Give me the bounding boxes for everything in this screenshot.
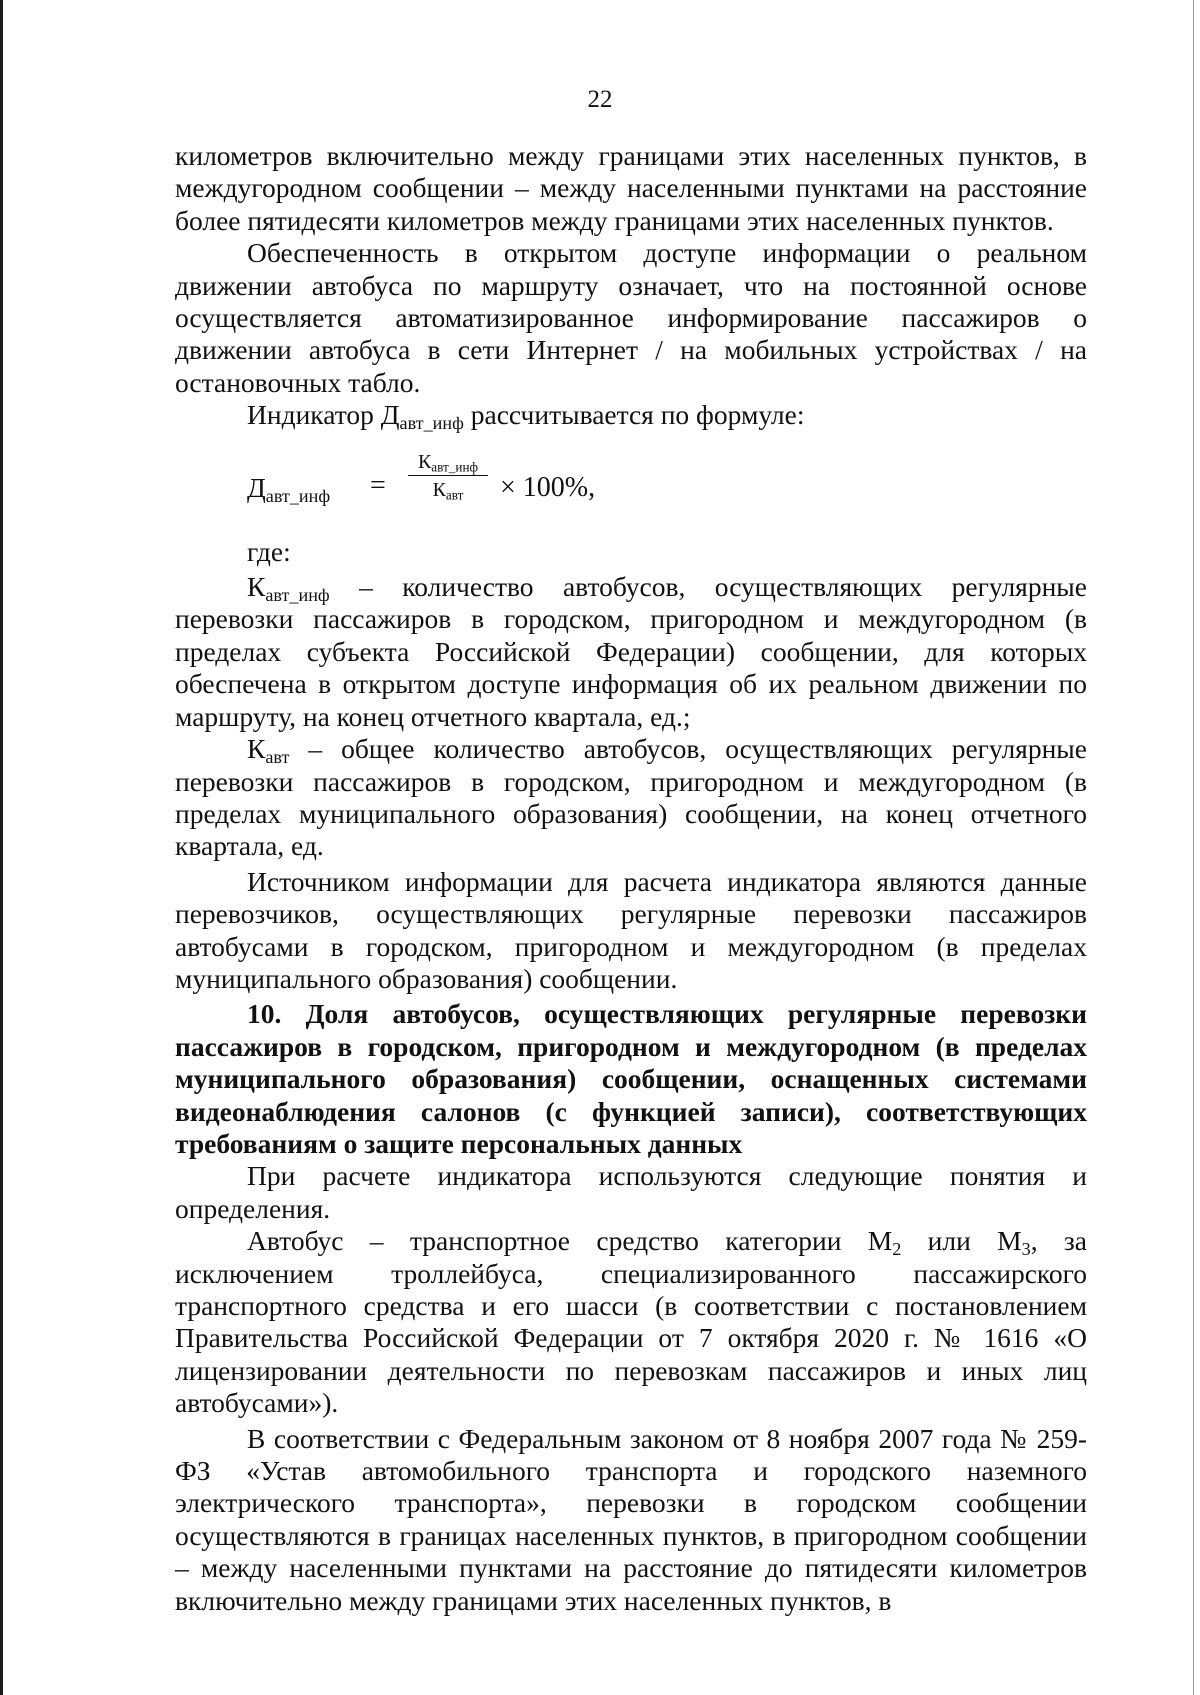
bus-definition-part2: или М	[901, 1225, 1022, 1257]
formula-numerator-subscript: авт_инф	[431, 459, 479, 475]
formula-lhs	[247, 472, 330, 504]
bus-definition-sub-m3: 3	[1021, 1239, 1031, 1260]
indicator-intro-subscript: авт_инф	[399, 413, 464, 434]
definition-k-avt-inf-main: К	[247, 571, 266, 603]
paragraph-availability-definition: Обеспеченность в открытом доступе информации о реальном движении автобуса по маршруту означает, что на постоянной основе осуществляется автоматизированное информирование пассажиров о движении автобуса в сети Интернет / на мобильных устройствах / на остановочных табло.	[175, 237, 1087, 398]
definition-k-avt-inf	[175, 571, 1087, 733]
paragraph-bus-definition	[175, 1225, 1087, 1419]
formula	[175, 432, 1087, 550]
paragraph-federal-law: В соответствии с Федеральным законом от 8 ноября 2007 года № 259-ФЗ «Устав автомобильного транспорта и городского наземного электрического транспорта», перевозки в городском сообщении осуществляются в границах населенных пунктов, в пригородном сообщении – между населенными пунктами на расстояние до пятидесяти километров включительно между границами этих населенных пунктов, в	[175, 1422, 1087, 1616]
indicator-intro-after: рассчитывается по формуле:	[463, 399, 805, 431]
definition-k-avt-inf-text: – количество автобусов, осуществляющих регулярные перевозки пассажиров в городском, пригородном и междугородном (в пределах субъекта Российской Федерации) сообщении, для которых обеспечена в открытом доступе информация об их реальном движении по маршруту, на конец отчетного квартала, ед.;	[175, 571, 1087, 732]
formula-multiplier: × 100%,	[500, 471, 596, 503]
definition-k-avt-text: – общее количество автобусов, осуществляющих регулярные перевозки пассажиров в городском, пригородном и междугородном (в пределах муниципального образования) сообщении, на конец отчетного квартала, ед.	[175, 733, 1087, 862]
paragraph-indicator-intro	[175, 399, 1087, 434]
definition-k-avt-subscript: авт	[265, 747, 290, 768]
document-body	[175, 140, 1087, 1617]
definition-k-avt-main: К	[247, 733, 266, 765]
bus-definition-part3: , за исключением троллейбуса, специализированного пассажирского транспортного средства и его шасси (в соответствии с постановлением Правительства Российской Федерации от 7 октября 2020 г. № 1616 «О лицензировании деятельности по перевозкам пассажиров и иных лиц автобусами»).	[175, 1225, 1087, 1419]
paragraph-concepts: При расчете индикатора используются следующие понятия и определения.	[175, 1160, 1087, 1224]
definition-k-avt-inf-subscript: авт_инф	[265, 585, 330, 606]
bus-definition-sub-m2: 2	[892, 1239, 902, 1260]
formula-fraction	[408, 450, 488, 502]
paragraph-information-source: Источником информации для расчета индикатора являются данные перевозчиков, осуществляющих регулярные перевозки пассажиров автобусами в городском, пригородном и междугородном (в пределах муниципального образования) сообщении.	[175, 865, 1087, 994]
formula-denominator-subscript: авт	[445, 487, 464, 503]
formula-equals: =	[370, 469, 386, 501]
formula-lhs-subscript: авт_инф	[265, 485, 331, 506]
scan-edge-left	[0, 0, 3, 1695]
paragraph-continuation: километров включительно между границами этих населенных пунктов, в междугородном сообщении – между населенными пунктами на расстояние более пятидесяти километров между границами этих населенных пунктов.	[175, 140, 1087, 236]
formula-numerator	[408, 450, 488, 476]
formula-numerator-main: К	[417, 450, 432, 473]
definition-k-avt	[175, 733, 1087, 863]
page-number: 22	[587, 86, 613, 113]
formula-denominator-main: К	[432, 478, 446, 501]
section-heading-10: 10. Доля автобусов, осуществляющих регулярные перевозки пассажиров в городском, пригородном и междугородном (в пределах муниципального образования) сообщении, оснащенных системами видеонаблюдения салонов (с функцией записи), соответствующих требованиям о защите персональных данных	[175, 998, 1087, 1159]
scan-edge-right	[1193, 0, 1194, 1695]
formula-denominator	[408, 476, 488, 502]
where-label: где:	[247, 535, 291, 567]
formula-lhs-main: Д	[247, 471, 266, 503]
bus-definition-part1: Автобус – транспортное средство категории М	[247, 1225, 893, 1257]
indicator-intro-before: Индикатор Д	[247, 399, 400, 431]
